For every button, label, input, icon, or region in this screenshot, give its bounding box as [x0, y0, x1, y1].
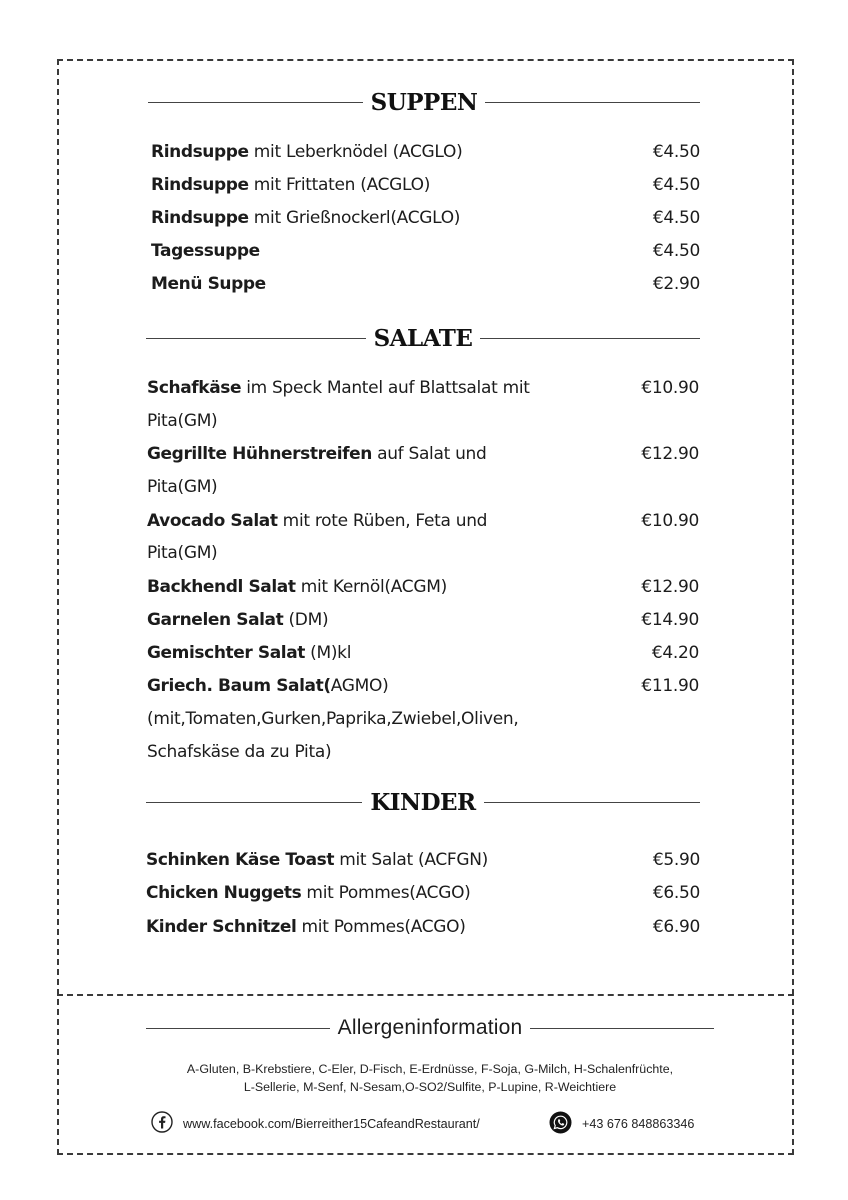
item-desc: Pita(GM) — [147, 477, 218, 497]
menu-item — [147, 571, 447, 604]
item-name: Rindsuppe — [151, 208, 249, 228]
item-price: €14.90 — [641, 610, 699, 630]
item-desc: mit rote Rüben, Feta und — [277, 511, 488, 531]
header-rule — [485, 102, 700, 103]
allergen-header — [146, 1013, 714, 1043]
item-name: Griech. Baum Salat( — [147, 676, 331, 696]
facebook-url: www.facebook.com/Bierreither15CafeandRestaurant/ — [183, 1116, 480, 1131]
item-desc: mit Pommes(ACGO) — [301, 883, 471, 903]
section-header-salate — [146, 321, 700, 355]
item-desc: Pita(GM) — [147, 411, 218, 431]
item-name: Rindsuppe — [151, 142, 249, 162]
item-desc: (mit,Tomaten,Gurken,Paprika,Zwiebel,Oliven, — [147, 709, 519, 729]
item-price: €2.90 — [652, 274, 700, 294]
item-price: €4.50 — [652, 175, 700, 195]
item-desc: mit Pommes(ACGO) — [296, 917, 466, 937]
item-name: Schinken Käse Toast — [146, 850, 335, 870]
menu-item — [146, 911, 466, 944]
item-desc: auf Salat und — [371, 444, 487, 464]
item-name: Schafkäse — [147, 378, 242, 398]
item-price: €10.90 — [641, 378, 699, 398]
item-price: €10.90 — [641, 511, 699, 531]
item-desc: mit Leberknödel (ACGLO) — [248, 142, 463, 162]
footer-divider — [57, 994, 794, 996]
item-desc: (DM) — [283, 610, 329, 630]
item-price: €4.50 — [652, 142, 700, 162]
item-price: €4.50 — [652, 208, 700, 228]
header-rule — [146, 1028, 330, 1029]
menu-item — [151, 235, 260, 268]
menu-item — [147, 438, 487, 471]
item-name: Menü Suppe — [151, 274, 266, 294]
facebook-link[interactable] — [151, 1111, 480, 1136]
header-rule — [480, 338, 700, 339]
menu-item-continuation — [147, 703, 519, 736]
whatsapp-icon — [549, 1111, 572, 1137]
header-rule — [484, 802, 700, 803]
menu-item — [147, 372, 530, 405]
item-name: Gemischter Salat — [147, 643, 306, 663]
item-name: Rindsuppe — [151, 175, 249, 195]
item-desc: mit Salat (ACFGN) — [334, 850, 489, 870]
item-name: Garnelen Salat — [147, 610, 284, 630]
item-name: Backhendl Salat — [147, 577, 296, 597]
menu-item — [147, 670, 388, 703]
item-name: Avocado Salat — [147, 511, 278, 531]
item-name: Tagessuppe — [151, 241, 260, 261]
menu-item — [151, 202, 460, 235]
section-header-kinder — [146, 785, 700, 819]
menu-item — [147, 637, 351, 670]
allergen-list-line: A-Gluten, B-Krebstiere, C-Eler, D-Fisch, E-Erdnüsse, F-Soja, G-Milch, H-Schalenfrüchte, — [186, 1062, 674, 1076]
section-title: SALATE — [373, 324, 473, 352]
menu-item — [146, 844, 488, 877]
item-price: €5.90 — [652, 850, 700, 870]
item-price: €11.90 — [641, 676, 699, 696]
menu-item-continuation — [147, 537, 217, 570]
phone-contact[interactable] — [549, 1111, 694, 1137]
section-header-suppen — [148, 85, 700, 119]
header-rule — [146, 338, 366, 339]
phone-number: +43 676 848863346 — [582, 1117, 695, 1131]
allergen-title: Allergeninformation — [337, 1016, 523, 1039]
item-desc: mit Grießnockerl(ACGLO) — [248, 208, 461, 228]
menu-item — [151, 169, 430, 202]
item-name: Gegrillte Hühnerstreifen — [147, 444, 372, 464]
menu-item — [151, 136, 462, 169]
header-rule — [146, 802, 362, 803]
item-name: Kinder Schnitzel — [146, 917, 297, 937]
facebook-icon — [151, 1111, 173, 1136]
allergen-list-line: L-Sellerie, M-Senf, N-Sesam,O-SO2/Sulfite, P-Lupine, R-Weichtiere — [243, 1080, 617, 1094]
item-price: €6.90 — [652, 917, 700, 937]
menu-item-continuation — [147, 736, 331, 769]
item-price: €4.50 — [652, 241, 700, 261]
item-desc: mit Kernöl(ACGM) — [295, 577, 447, 597]
section-title: SUPPEN — [370, 88, 478, 116]
menu-item — [147, 604, 328, 637]
header-rule — [148, 102, 363, 103]
header-rule — [530, 1028, 714, 1029]
section-title: KINDER — [370, 788, 476, 816]
item-price: €12.90 — [641, 577, 699, 597]
menu-item — [147, 505, 487, 538]
item-desc: Schafskäse da zu Pita) — [147, 742, 332, 762]
item-desc: im Speck Mantel auf Blattsalat mit — [241, 378, 530, 398]
item-desc: mit Frittaten (ACGLO) — [248, 175, 431, 195]
menu-item-continuation — [147, 405, 217, 438]
item-name: Chicken Nuggets — [146, 883, 302, 903]
item-desc: AGMO) — [330, 676, 389, 696]
item-desc: Pita(GM) — [147, 543, 218, 563]
menu-item — [151, 268, 266, 301]
menu-item-continuation — [147, 471, 217, 504]
menu-item — [146, 877, 471, 910]
item-desc: (M)kl — [305, 643, 352, 663]
item-price: €12.90 — [641, 444, 699, 464]
item-price: €4.20 — [651, 643, 699, 663]
item-price: €6.50 — [652, 883, 700, 903]
